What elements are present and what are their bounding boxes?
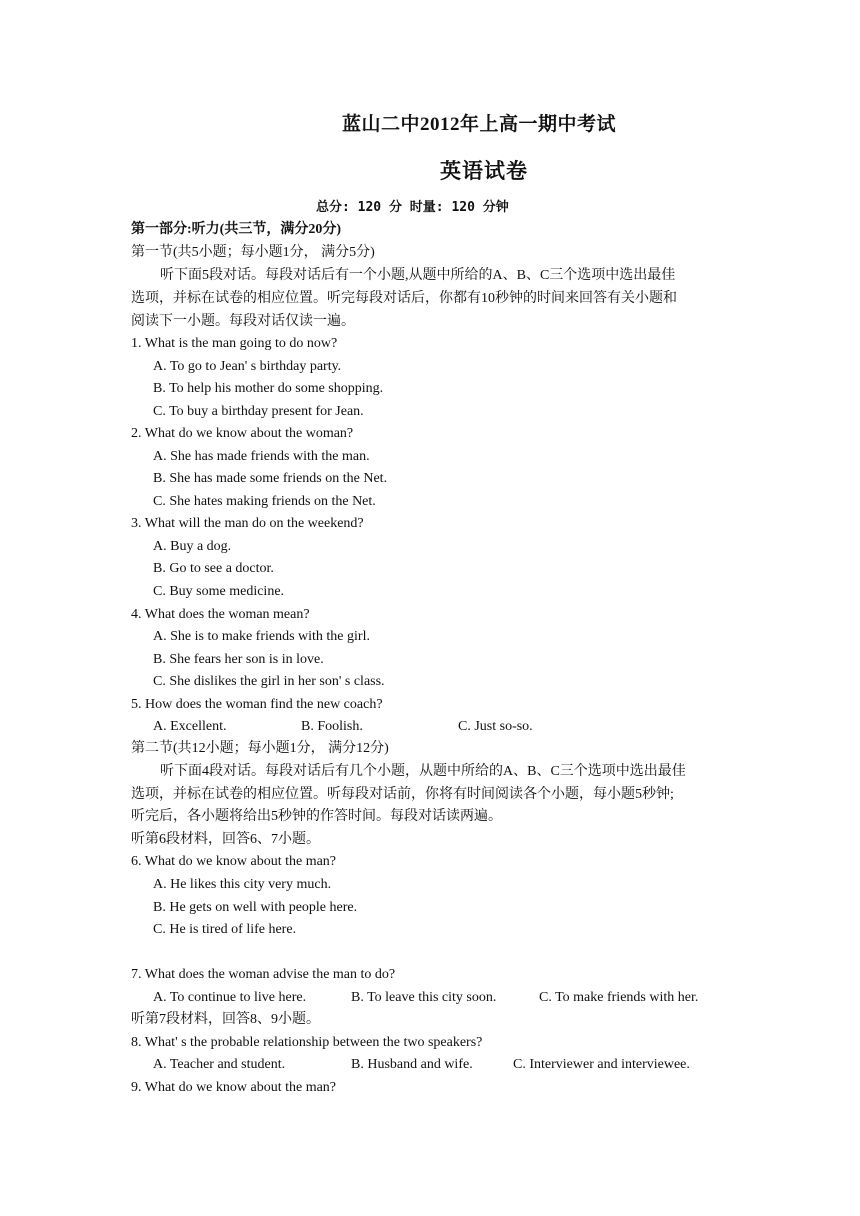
- question-option: B. She fears her son is in love.: [153, 652, 324, 667]
- section2-instruction-line: 听完后，各小题将给出5秒钟的作答时间。每段对话读两遍。: [131, 809, 502, 824]
- question-stem: 8. What' s the probable relationship between the two speakers?: [131, 1035, 483, 1050]
- question-option: A. Teacher and student.: [153, 1057, 286, 1072]
- question-option: A. She has made friends with the man.: [153, 449, 370, 464]
- question-stem: 1. What is the man going to do now?: [131, 336, 338, 351]
- section2-heading: 第二节(共12小题；每小题1分， 满分12分): [131, 741, 389, 756]
- material-note: 听第7段材料，回答8、9小题。: [131, 1012, 320, 1027]
- question-option: C. Just so-so.: [458, 719, 533, 734]
- question-stem: 2. What do we know about the woman?: [131, 426, 354, 441]
- question-option: C. Buy some medicine.: [153, 584, 285, 599]
- question-option: C. To buy a birthday present for Jean.: [153, 404, 364, 419]
- question-stem: 3. What will the man do on the weekend?: [131, 516, 364, 531]
- exam-subtitle: 英语试卷: [440, 159, 528, 183]
- question-stem: 7. What does the woman advise the man to do?: [131, 967, 396, 982]
- question-option: C. He is tired of life here.: [153, 922, 297, 937]
- question-stem: 5. How does the woman find the new coach?: [131, 697, 383, 712]
- question-option: B. She has made some friends on the Net.: [153, 471, 388, 486]
- section2-instruction-line: 选项，并标在试卷的相应位置。听每段对话前，你将有时间阅读各个小题，每小题5秒钟;: [131, 787, 674, 802]
- question-stem: 9. What do we know about the man?: [131, 1080, 337, 1095]
- question-stem: 4. What does the woman mean?: [131, 607, 310, 622]
- part1-heading: 第一部分:听力(共三节，满分20分): [131, 222, 341, 237]
- material-note: 听第6段材料，回答6、7小题。: [131, 832, 320, 847]
- exam-meta: 总分: 120 分 时量: 120 分钟: [316, 200, 509, 215]
- section1-instruction-line: 听下面5段对话。每段对话后有一个小题,从题中所给的A、B、C三个选项中选出最佳: [160, 268, 676, 283]
- question-option: C. She dislikes the girl in her son' s class.: [153, 674, 385, 689]
- question-option: B. To leave this city soon.: [351, 990, 497, 1005]
- section1-heading: 第一节(共5小题；每小题1分， 满分5分): [131, 245, 375, 260]
- question-option: B. To help his mother do some shopping.: [153, 381, 384, 396]
- question-option: A. Excellent.: [153, 719, 227, 734]
- question-option: B. Husband and wife.: [351, 1057, 473, 1072]
- question-option: C. To make friends with her.: [539, 990, 699, 1005]
- question-option: A. She is to make friends with the girl.: [153, 629, 370, 644]
- question-option: B. He gets on well with people here.: [153, 900, 358, 915]
- question-option: B. Go to see a doctor.: [153, 561, 274, 576]
- question-option: A. He likes this city very much.: [153, 877, 332, 892]
- exam-title: 蓝山二中2012年上高一期中考试: [342, 114, 617, 135]
- question-stem: 6. What do we know about the man?: [131, 854, 337, 869]
- question-option: A. Buy a dog.: [153, 539, 232, 554]
- question-option: C. She hates making friends on the Net.: [153, 494, 376, 509]
- question-option: C. Interviewer and interviewee.: [513, 1057, 690, 1072]
- section1-instruction-line: 选项，并标在试卷的相应位置。听完每段对话后，你都有10秒钟的时间来回答有关小题和: [131, 291, 677, 306]
- section2-instruction-line: 听下面4段对话。每段对话后有几个小题，从题中所给的A、B、C三个选项中选出最佳: [160, 764, 686, 779]
- question-option: A. To continue to live here.: [153, 990, 307, 1005]
- question-option: A. To go to Jean' s birthday party.: [153, 359, 342, 374]
- section1-instruction-line: 阅读下一小题。每段对话仅读一遍。: [131, 314, 355, 329]
- question-option: B. Foolish.: [301, 719, 363, 734]
